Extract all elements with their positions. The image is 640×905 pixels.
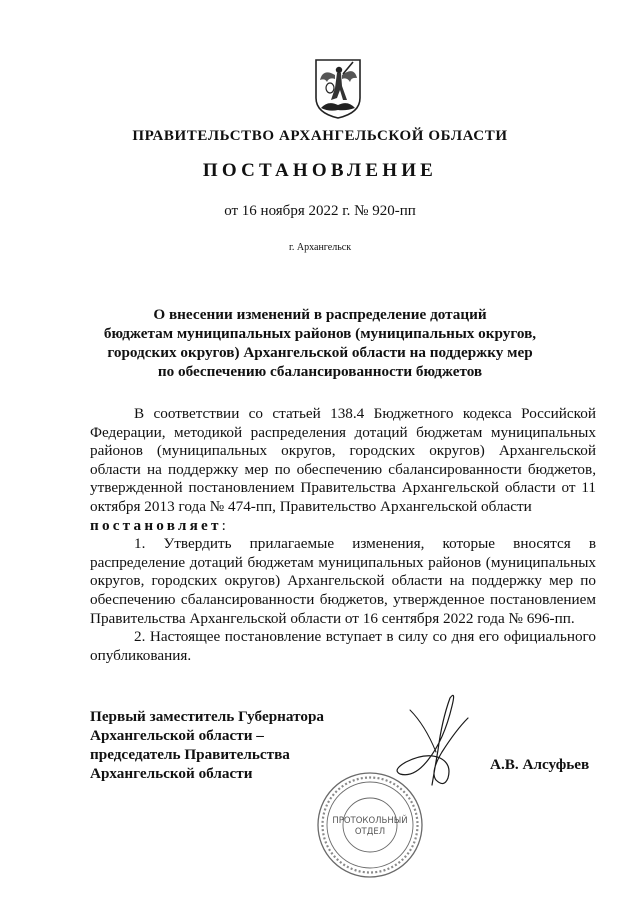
signer-position-line: Первый заместитель Губернатора <box>90 708 324 725</box>
decree-word: постановляет <box>90 516 222 534</box>
stamp-text-line: ОТДЕЛ <box>354 827 386 837</box>
stamp-text-line: ПРОТОКОЛЬНЫЙ <box>332 816 408 826</box>
title-line: по обеспечению сбалансированности бюджетов <box>157 363 483 380</box>
item-1-paragraph: 1. Утвердить прилагаемые изменения, которые вносятся в распределение дотаций бюджетам муниципальных районов (муниципальных округов, городских округов) Архангельской области на поддержку мер по обеспечению сбалансированности бюджетов, утвержденное постановлением Правительства Архангельской области от 16 сентября 2022 года № 696-пп. <box>90 535 596 627</box>
title-line: О внесении изменений в распределение дотаций <box>153 306 487 323</box>
coat-of-arms-icon <box>313 58 363 120</box>
government-name: ПРАВИТЕЛЬСТВО АРХАНГЕЛЬСКОЙ ОБЛАСТИ <box>132 128 508 144</box>
signer-position-line: Архангельской области – <box>90 727 264 744</box>
document-type: ПОСТАНОВЛЕНИЕ <box>202 160 438 181</box>
document-title <box>60 305 580 381</box>
signer-position-line: Архангельской области <box>90 765 253 782</box>
document-body <box>90 405 596 665</box>
title-line: бюджетам муниципальных районов (муниципальных округов, <box>103 325 537 342</box>
title-line: городских округов) Архангельской области на поддержку мер <box>107 344 533 361</box>
item-2-paragraph: 2. Настоящее постановление вступает в силу со дня его официального опубликования. <box>90 628 596 664</box>
document-date-number: от 16 ноября 2022 г. № 920-пп <box>224 203 416 219</box>
decree-line <box>90 517 596 536</box>
preamble-text: В соответствии со статьей 138.4 Бюджетного кодекса Российской Федерации, методикой распределения дотаций бюджетам муниципальных районов (муниципальных округов, городских округов) Архангельской области на поддержку мер по обеспечению сбалансированности бюджетов, утвержденной постановлением Правительства Архангельской области от 11 октября 2013 года № 474-пп, Правительство Архангельской области <box>90 405 596 515</box>
seal-stamp-icon <box>315 770 425 880</box>
preamble-paragraph <box>90 405 596 517</box>
decree-colon: : <box>221 516 226 534</box>
signer-name: А.В. Алсуфьев <box>490 756 590 773</box>
signer-position <box>90 707 350 783</box>
document-city: г. Архангельск <box>288 242 352 253</box>
signer-position-line: председатель Правительства <box>90 746 290 763</box>
